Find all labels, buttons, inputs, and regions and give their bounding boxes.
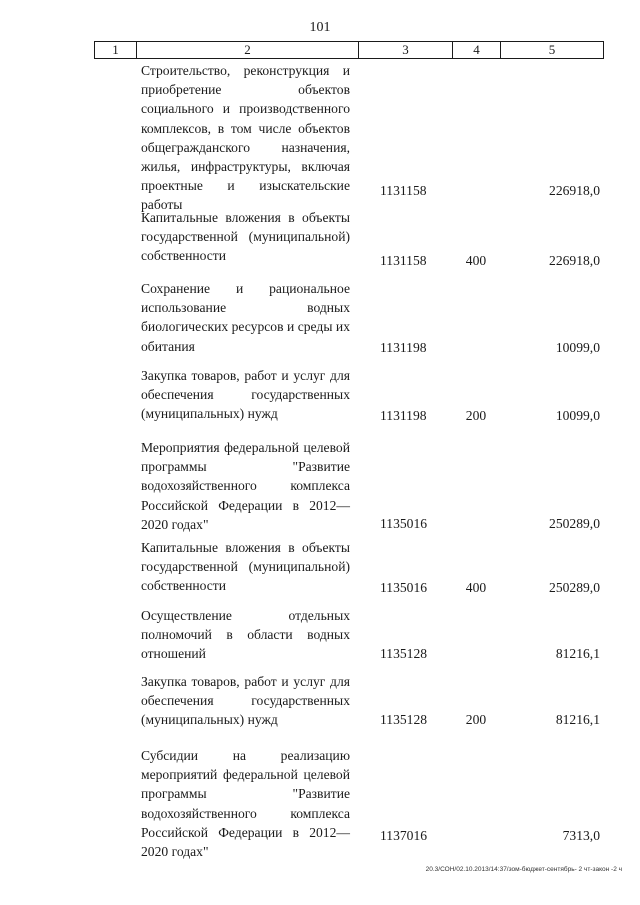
row-amount: 250289,0 bbox=[549, 515, 600, 531]
row-code: 1137016 bbox=[380, 827, 428, 843]
header-cell-4: 4 bbox=[452, 42, 500, 58]
row-code: 1131198 bbox=[380, 407, 427, 423]
row-code: 1131198 bbox=[380, 339, 427, 355]
row-code: 1131158 bbox=[380, 252, 427, 268]
table-row bbox=[0, 204, 640, 270]
row-amount: 226918,0 bbox=[549, 182, 600, 198]
row-amount: 250289,0 bbox=[549, 579, 600, 595]
row-code: 1135128 bbox=[380, 711, 428, 727]
table-row bbox=[0, 533, 640, 597]
table-header bbox=[94, 41, 604, 59]
row-name: Строительство, реконструкция и приобретение объектов социального и производственного комплексов, в том числе объектов общегражданского назначения, жилья, инфраструктуры, включая проектные и изыскательские работы bbox=[141, 63, 350, 213]
row-code: 1131158 bbox=[380, 182, 427, 198]
row-amount: 226918,0 bbox=[549, 252, 600, 268]
row-amount: 7313,0 bbox=[562, 827, 600, 843]
table-row bbox=[0, 729, 640, 860]
row-amount: 10099,0 bbox=[555, 407, 600, 423]
row-type: 200 bbox=[465, 407, 487, 423]
row-name: Капитальные вложения в объекты государственной (муниципальной) собственности bbox=[141, 210, 350, 264]
row-type: 200 bbox=[465, 711, 487, 727]
row-type: 400 bbox=[465, 252, 487, 268]
row-amount: 81216,1 bbox=[555, 645, 600, 661]
row-name: Закупка товаров, работ и услуг для обеспечения государственных (муниципальных) нужд bbox=[141, 674, 350, 728]
table-row bbox=[0, 597, 640, 663]
row-type: 400 bbox=[465, 579, 487, 595]
header-cell-3: 3 bbox=[358, 42, 452, 58]
table-row bbox=[0, 663, 640, 729]
table-row bbox=[0, 61, 640, 213]
row-amount: 81216,1 bbox=[555, 711, 600, 727]
header-cell-2: 2 bbox=[136, 42, 358, 58]
row-name: Субсидии на реализацию мероприятий федеральной целевой программы "Развитие водохозяйственного комплекса Российской Федерации в 2012—2020 годах" bbox=[141, 748, 350, 860]
row-amount: 10099,0 bbox=[555, 339, 600, 355]
table-row bbox=[0, 270, 640, 357]
page-number: 101 bbox=[309, 20, 331, 35]
header-cell-5: 5 bbox=[500, 42, 604, 58]
row-code: 1135016 bbox=[380, 579, 428, 595]
row-name: Осуществление отдельных полномочий в области водных отношений bbox=[141, 608, 350, 662]
row-name: Закупка товаров, работ и услуг для обеспечения государственных (муниципальных) нужд bbox=[141, 368, 350, 422]
row-name: Капитальные вложения в объекты государственной (муниципальной) собственности bbox=[141, 540, 350, 594]
row-code: 1135016 bbox=[380, 515, 428, 531]
row-name: Сохранение и рациональное использование водных биологических ресурсов и среды их обитания bbox=[141, 281, 350, 354]
table-row bbox=[0, 357, 640, 425]
table-body bbox=[0, 61, 640, 860]
row-name: Мероприятия федеральной целевой программы "Развитие водохозяйственного комплекса Российской Федерации в 2012—2020 годах" bbox=[141, 440, 350, 532]
document-footer: 20.3/СОН/02.10.2013/14:37/зом-бюджет-сентябрь- 2 чт-закон -2 ч bbox=[425, 866, 622, 873]
table-row bbox=[0, 425, 640, 533]
header-cell-1: 1 bbox=[94, 42, 136, 58]
row-code: 1135128 bbox=[380, 645, 428, 661]
